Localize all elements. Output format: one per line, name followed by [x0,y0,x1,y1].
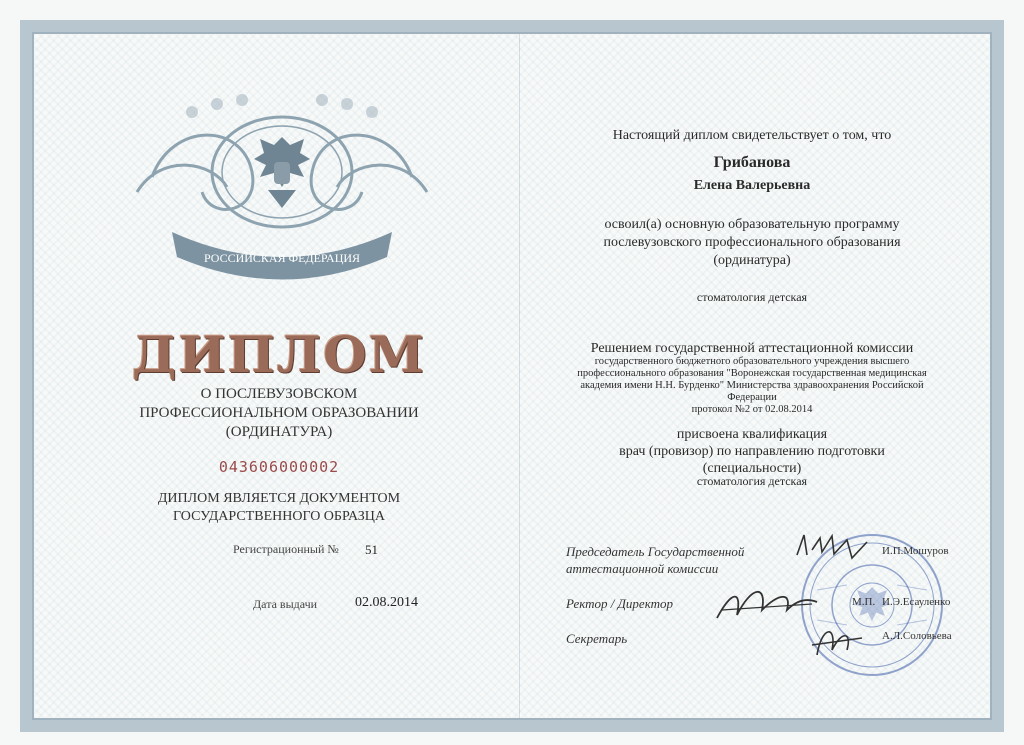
rector-signature-icon [712,580,822,625]
issue-date: 02.08.2014 [355,595,418,610]
doc-type-line: ДИПЛОМ ЯВЛЯЕТСЯ ДОКУМЕНТОМ [157,491,401,506]
certifies-text: Настоящий диплом свидетельствует о том, что [612,128,892,143]
state-emblem-icon [132,82,432,282]
fold-divider [519,34,520,718]
holder-surname: Грибанова [713,154,791,171]
specialty: стоматология детская [696,290,808,304]
right-panel [522,40,982,710]
serial-number: 043606000002 [218,458,340,476]
program-line: (ординатура) [713,253,791,268]
program-line: освоил(а) основную образовательную программу [604,217,900,232]
commission-chair-label [566,543,786,577]
qualification-specialty: стоматология детская [696,474,808,488]
decision-line: профессионального образования "Воронежская государственная медицинская [577,368,927,379]
secretary-name: А.Л.Соловьева [882,630,952,642]
program-statement [522,216,982,270]
diploma-subtitle [40,385,518,442]
chair-label-line: аттестационной комиссии [566,561,719,576]
commission-decision [522,341,982,416]
chair-signature-icon [792,530,872,565]
subtitle-line: ПРОФЕССИОНАЛЬНОМ ОБРАЗОВАНИИ [139,405,419,421]
rector-label: Ректор / Директор [566,596,673,611]
qualification-line: врач (провизор) по направлению подготовки [619,444,885,459]
seal-place-mark: М.П. [852,596,876,608]
emblem-ribbon-text: РОССИЙСКАЯ ФЕДЕРАЦИЯ [203,251,361,265]
program-line: послевузовского профессионального образования [603,235,901,250]
decision-title: Решением государственной аттестационной комиссии [590,341,914,356]
subtitle-line: О ПОСЛЕВУЗОВСКОМ [200,386,358,402]
decision-line: Федерации [727,392,777,403]
document-type-statement [40,490,518,526]
protocol-line: протокол №2 от 02.08.2014 [691,404,813,415]
doc-type-line: ГОСУДАРСТВЕННОГО ОБРАЗЦА [173,509,385,524]
secretary-signature-icon [807,620,867,660]
decision-line: академия имени Н.Н. Бурденко" Министерства здравоохранения Российской [580,380,924,391]
chair-name: И.П.Мошуров [882,545,949,557]
left-panel [40,40,518,710]
secretary-label: Секретарь [566,631,628,646]
qualification-line: (специальности) [702,461,802,476]
registration-label: Регистрационный № [233,542,339,556]
qualification-statement [522,426,982,477]
holder-given-names: Елена Валерьевна [693,178,811,193]
qualification-line: присвоена квалификация [676,427,828,442]
registration-number: 51 [365,542,378,557]
rector-name: И.Э.Есауленко [882,596,951,608]
chair-label-line: Председатель Государственной [566,544,745,559]
subtitle-line: (ОРДИНАТУРА) [225,424,333,440]
issue-date-label: Дата выдачи [253,597,318,611]
diploma-title: ДИПЛОМ [131,325,427,384]
decision-line: государственного бюджетного образовательного учреждения высшего [594,356,910,367]
